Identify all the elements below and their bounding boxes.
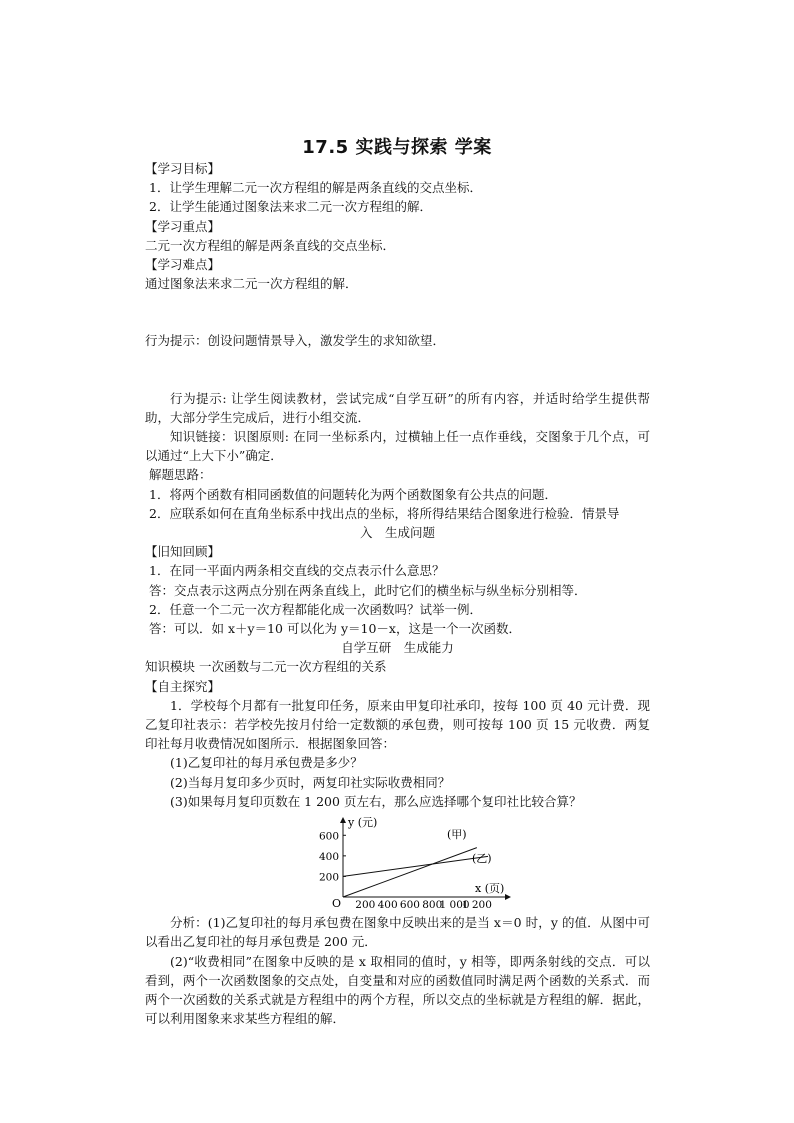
x-tick-label: 800 [422,899,443,912]
x-tick-label: 1 000 [439,899,470,912]
problem-text: 1．学校每个月都有一批复印任务，原来由甲复印社承印，按每 100 页 40 元计费．现乙复印社表示：若学校先按月付给一定数额的承包费，则可按每 100 页 15 元收费．两复印社每月收费情况如图所示．根据图象回答： [145,697,650,752]
sub-question: (2)当每月复印多少页时，两复印社实际收费相同？ [170,774,451,790]
hint-text: 行为提示：创设问题情景导入，激发学生的求知欲望． [145,333,446,349]
series-label: (甲) [447,828,467,842]
explore-heading: 【自主探究】 [145,678,221,694]
origin-label: O [332,897,342,911]
x-axis-label: x (页) [475,882,505,896]
series-line [343,848,477,897]
y-tick-label: 600 [318,830,339,843]
y-axis-label: y (元) [348,816,378,830]
x-tick-label: 1 200 [461,899,492,912]
line-chart [145,815,650,911]
analysis-text: 分析：(1)乙复印社的每月承包费在图象中反映出来的是当 x＝0 时，y 的值．从图中可以看出乙复印社的每月承包费是 200 元． [145,915,650,950]
goal-item: 1．让学生理解二元一次方程组的解是两条直线的交点坐标． [149,180,482,196]
approach-item: 1．将两个函数有相同函数值的问题转化为两个函数图象有公共点的问题． [149,486,557,502]
review-question: 2．任意一个二元一次方程都能化成一次函数吗？试举一例． [149,601,482,617]
chart-container [145,815,650,911]
hint-text: 行为提示: 让学生阅读教材，尝试完成“自学互研”的所有内容，并适时给学生提供帮助，大部分学生完成后，进行小组交流． [145,390,650,425]
y-tick-label: 200 [318,871,339,884]
chart-series [343,828,492,897]
approach-item-tail: 入 生成问题 [359,525,435,541]
goals-heading: 【学习目标】 [145,161,221,176]
page-title: 17.5 实践与探索 学案 [302,137,492,158]
x-tick-label: 200 [355,899,376,912]
y-tick-label: 400 [318,850,339,863]
knowledge-link: 知识链接：识图原则: 在同一坐标系内，过横轴上任一点作垂线，交图象于几个点，可以通过“上大下小”确定． [145,429,650,464]
document-body [145,159,650,1028]
sub-question: (1)乙复印社的每月承包费是多少？ [170,755,363,771]
difficulty-text: 通过图象法来求二元一次方程组的解． [145,276,358,292]
series-label: (乙) [472,852,492,866]
x-tick-label: 400 [377,899,398,912]
review-answer: 答：可以．如 x＋y＝10 可以化为 y＝10－x，这是一个一次函数． [149,621,521,637]
review-question: 1．在同一平面内两条相交直线的交点表示什么意思？ [149,563,445,579]
x-tick-label: 600 [399,899,420,912]
y-axis-arrow [340,817,346,823]
module-title: 知识模块 一次函数与二元一次方程组的关系 [145,659,387,675]
key-heading: 【学习重点】 [145,218,221,234]
analysis-text: (2)“收费相同”在图象中反映的是 x 取相同的值时，y 相等，即两条射线的交点．可以看到，两个一次函数图象的交点处，自变量和对应的函数值同时满足两个函数的关系式．而两个一次函数的关系式就是方程组中的两个方程，所以交点的坐标就是方程组的解．据此，可以利用图象来求某些方程组的解． [145,953,650,1027]
goal-item: 2．让学生能通过图象法来求二元一次方程组的解． [149,199,432,215]
key-text: 二元一次方程组的解是两条直线的交点坐标． [145,237,396,253]
approach-heading: 解题思路： [149,467,212,483]
x-axis-arrow [505,894,511,900]
difficulty-heading: 【学习难点】 [145,257,221,273]
sub-question: (3)如果每月复印页数在 1 200 页左右，那么应选择哪个复印社比较合算？ [170,793,582,809]
review-answer: 答：交点表示这两点分别在两条直线上，此时它们的横坐标与纵坐标分别相等． [149,582,587,598]
approach-item: 2．应联系如何在直角坐标系中找出点的坐标，将所得结果结合图象进行检验．情景导 [149,505,620,521]
chart-ticks [319,830,492,911]
review-heading: 【旧知回顾】 [145,544,221,560]
self-study-heading: 自学互研 生成能力 [341,640,454,656]
series-line [343,856,488,876]
